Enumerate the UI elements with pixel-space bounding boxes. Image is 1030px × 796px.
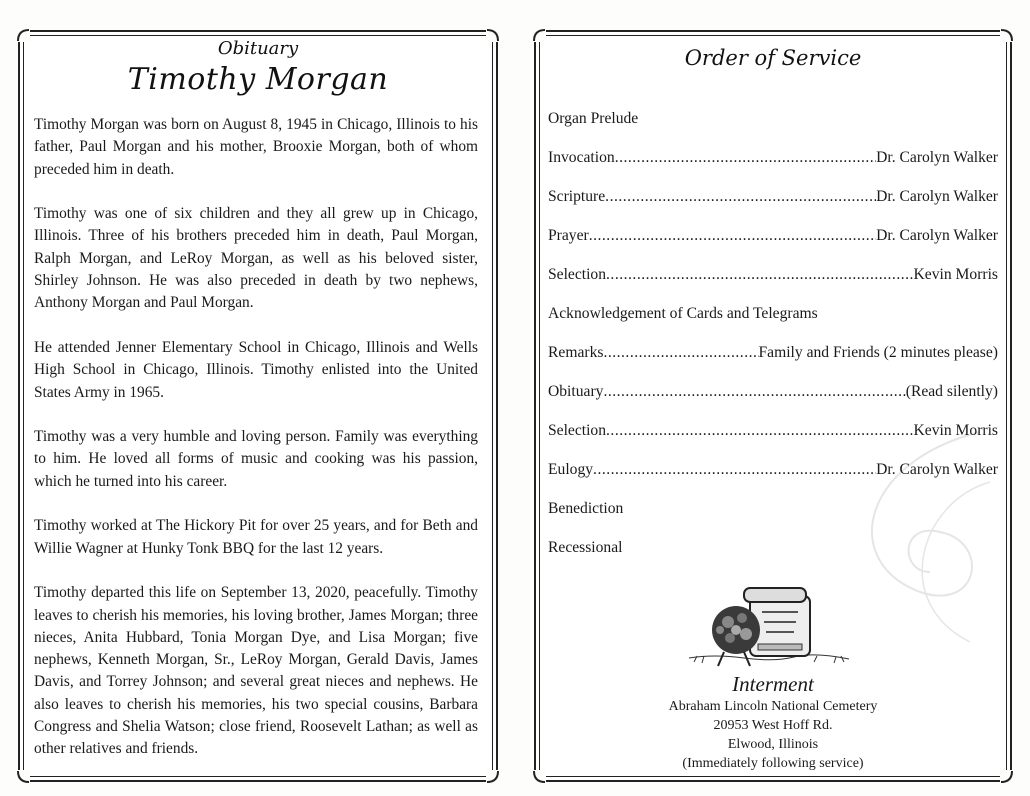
- service-item-officiant: Dr. Carolyn Walker: [876, 227, 998, 244]
- service-item: [548, 149, 998, 188]
- service-list: [548, 110, 998, 578]
- service-item: [548, 461, 998, 500]
- dot-leader: [593, 461, 876, 479]
- service-item: [548, 500, 998, 539]
- obituary-paragraph: Timothy was a very humble and loving person. Family was everything to him. He loved all forms of music and cooking was his passion, which he turned into his career.: [34, 428, 478, 490]
- service-item-officiant: Dr. Carolyn Walker: [876, 188, 998, 205]
- service-item-name: Benediction: [548, 500, 624, 517]
- obituary-paragraph: Timothy worked at The Hickory Pit for over 25 years, and for Beth and Willie Wagner at Hunky Tonk BBQ for the last 12 years.: [34, 517, 478, 557]
- service-item-name: Obituary: [548, 383, 604, 400]
- service-item-name: Prayer: [548, 227, 589, 244]
- tombstone-wreath-icon: [684, 578, 854, 668]
- service-item-officiant: Dr. Carolyn Walker: [876, 149, 998, 166]
- obituary-paragraph: Timothy was one of six children and they all grew up in Chicago, Illinois. Three of his brothers preceded him in death, Paul Morgan, Ralph Morgan, and LeRoy Morgan, as well as his beloved sister, Shirley Johnson. He was also preceded in death by two nephews, Anthony Morgan and Paul Morgan.: [34, 205, 478, 312]
- dot-leader: [603, 383, 905, 401]
- interment-note: (Immediately following service): [682, 756, 864, 771]
- service-item-name: Acknowledgement of Cards and Telegrams: [548, 305, 818, 322]
- service-item-officiant: Kevin Morris: [913, 422, 998, 439]
- corner-ornament-icon: [486, 770, 500, 784]
- corner-ornament-icon: [16, 770, 30, 784]
- service-item: [548, 266, 998, 305]
- service-item: [548, 422, 998, 461]
- service-item-name: Remarks: [548, 344, 604, 361]
- service-item-officiant: (Read silently): [905, 383, 998, 400]
- service-item: [548, 188, 998, 227]
- service-item: [548, 305, 998, 344]
- order-of-service-panel: [534, 30, 1012, 782]
- interment-title: Interment: [732, 672, 814, 696]
- obituary-paragraph: He attended Jenner Elementary School in Chicago, Illinois and Wells High School in Chicago, Illinois. Timothy enlisted into the United States Army in 1965.: [34, 338, 478, 401]
- corner-ornament-icon: [532, 28, 546, 42]
- service-item-name: Invocation: [548, 149, 615, 166]
- service-item-name: Scripture: [548, 188, 606, 205]
- service-item-name: Organ Prelude: [548, 110, 639, 127]
- dot-leader: [603, 344, 758, 362]
- cemetery-address: 20953 West Hoff Rd.: [713, 718, 833, 733]
- service-item: [548, 227, 998, 266]
- service-item: [548, 383, 998, 422]
- obituary-body: [34, 114, 478, 783]
- service-item: [548, 110, 998, 149]
- service-item: [548, 344, 998, 383]
- service-item-name: Selection: [548, 422, 607, 439]
- service-item-officiant: Family and Friends (2 minutes please): [758, 344, 998, 361]
- deceased-name: Timothy Morgan: [127, 62, 389, 97]
- cemetery-city: Elwood, Illinois: [727, 737, 819, 752]
- dot-leader: [605, 188, 876, 206]
- obituary-panel: [18, 30, 498, 782]
- obituary-paragraph: Timothy departed this life on September 13, 2020, peacefully. Timothy leaves to cherish his memories, his loving brother, James Morgan; three nieces, Anita Hubbard, Tonia Morgan Dye, and Lisa Morgan; five nephews, Kenneth Morgan, Sr., LeRoy Morgan, Gerald Davis, James Davis, and Torrey Johnson; and several great nieces and nephews. He also leaves to cherish his memories, his two special cousins, Barbara Congress and Shelia Watson; close friend, Roosevelt Lathan; as well as other relatives and friends.: [34, 584, 478, 758]
- cemetery-name: Abraham Lincoln National Cemetery: [668, 699, 878, 714]
- service-item-name: Recessional: [548, 539, 623, 556]
- interment-block: [536, 672, 1010, 773]
- order-of-service-title: Order of Service: [684, 46, 862, 70]
- dot-leader: [615, 149, 876, 167]
- service-item-name: Eulogy: [548, 461, 594, 478]
- corner-ornament-icon: [1000, 28, 1014, 42]
- service-item-officiant: Dr. Carolyn Walker: [876, 461, 998, 478]
- service-item-officiant: Kevin Morris: [913, 266, 998, 283]
- dot-leader: [589, 227, 876, 245]
- service-item: [548, 539, 998, 578]
- dot-leader: [606, 266, 914, 284]
- obituary-label: Obituary: [217, 38, 299, 59]
- dot-leader: [606, 422, 914, 440]
- obituary-paragraph: Timothy Morgan was born on August 8, 1945 in Chicago, Illinois to his father, Paul Morgan and his mother, Brooxie Morgan, both of whom preceded him in death.: [34, 116, 478, 178]
- service-item-name: Selection: [548, 266, 607, 283]
